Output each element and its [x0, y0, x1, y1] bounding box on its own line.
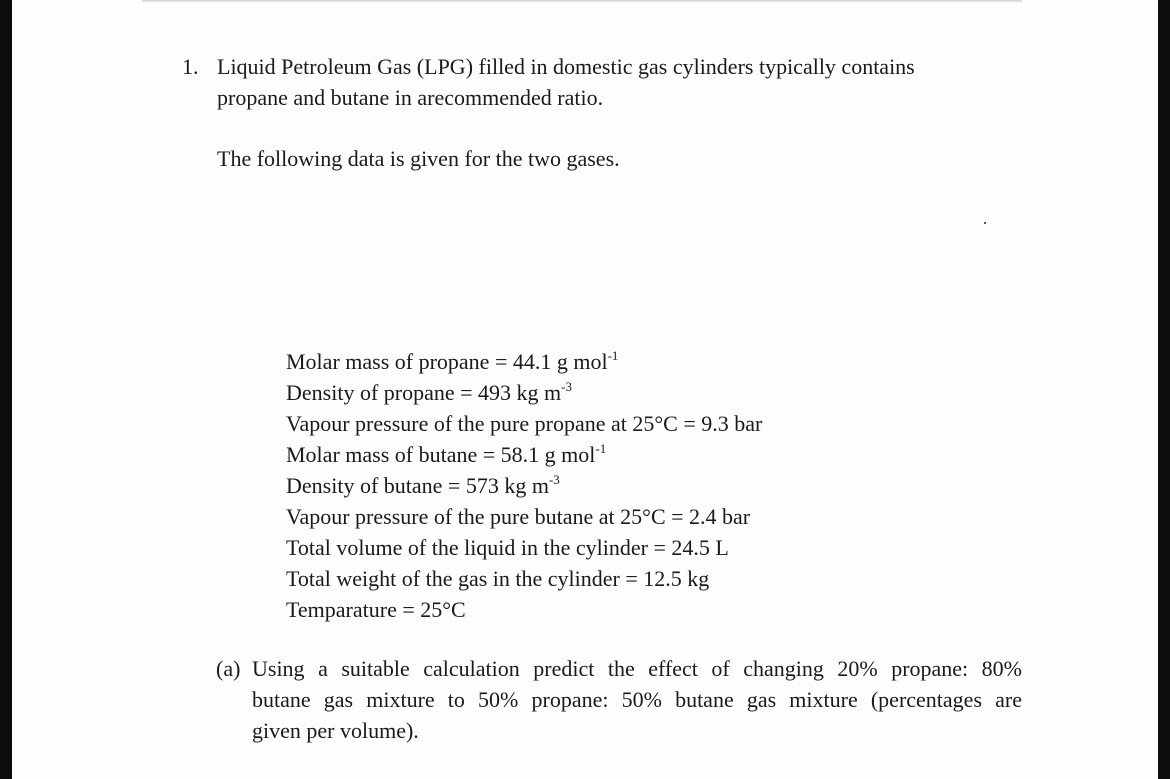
- total-weight: Total weight of the gas in the cylinder = 12.5 kg: [286, 566, 710, 591]
- total-volume: Total volume of the liquid in the cylinder = 24.5 L: [286, 535, 729, 560]
- part-a-line-2: butane gas mixture to 50% propane: 50% butane gas mixture (percentages are: [252, 687, 1022, 712]
- given-data-list: [286, 346, 762, 625]
- density-butane: Density of butane = 573 kg $m^{-3}$: [286, 472, 560, 498]
- molar-mass-propane: Molar mass of propane = 44.1 g mol$^{-1}$: [286, 348, 619, 374]
- part-a-label: (a): [216, 656, 241, 681]
- question-intro-line-1: Liquid Petroleum Gas (LPG) filled in domestic gas cylinders typically contains: [217, 54, 915, 79]
- given-data-intro: The following data is given for the two gases.: [217, 146, 620, 171]
- page-top-edge: [142, 0, 1022, 3]
- density-propane: Density of propane = 493 kg $m^{-3}$: [286, 379, 572, 405]
- vapour-pressure-propane: Vapour pressure of the pure propane at 25°C = 9.3 bar: [286, 411, 763, 436]
- question-intro-line-2: propane and butane in arecommended ratio.: [217, 85, 604, 110]
- question-number: 1.: [182, 54, 199, 79]
- vapour-pressure-butane: Vapour pressure of the pure butane at 25°C = 2.4 bar: [286, 504, 751, 529]
- temperature: Temparature = 25°C: [286, 597, 466, 622]
- document-page: [12, 0, 1158, 779]
- part-a-line-3: given per volume).: [252, 718, 419, 743]
- molar-mass-butane: Molar mass of butane = 58.1 g mol$^{-1}$: [286, 441, 607, 467]
- part-a-line-1: Using a suitable calculation predict the effect of changing 20% propane: 80%: [252, 656, 1022, 681]
- stray-mark: [984, 222, 986, 224]
